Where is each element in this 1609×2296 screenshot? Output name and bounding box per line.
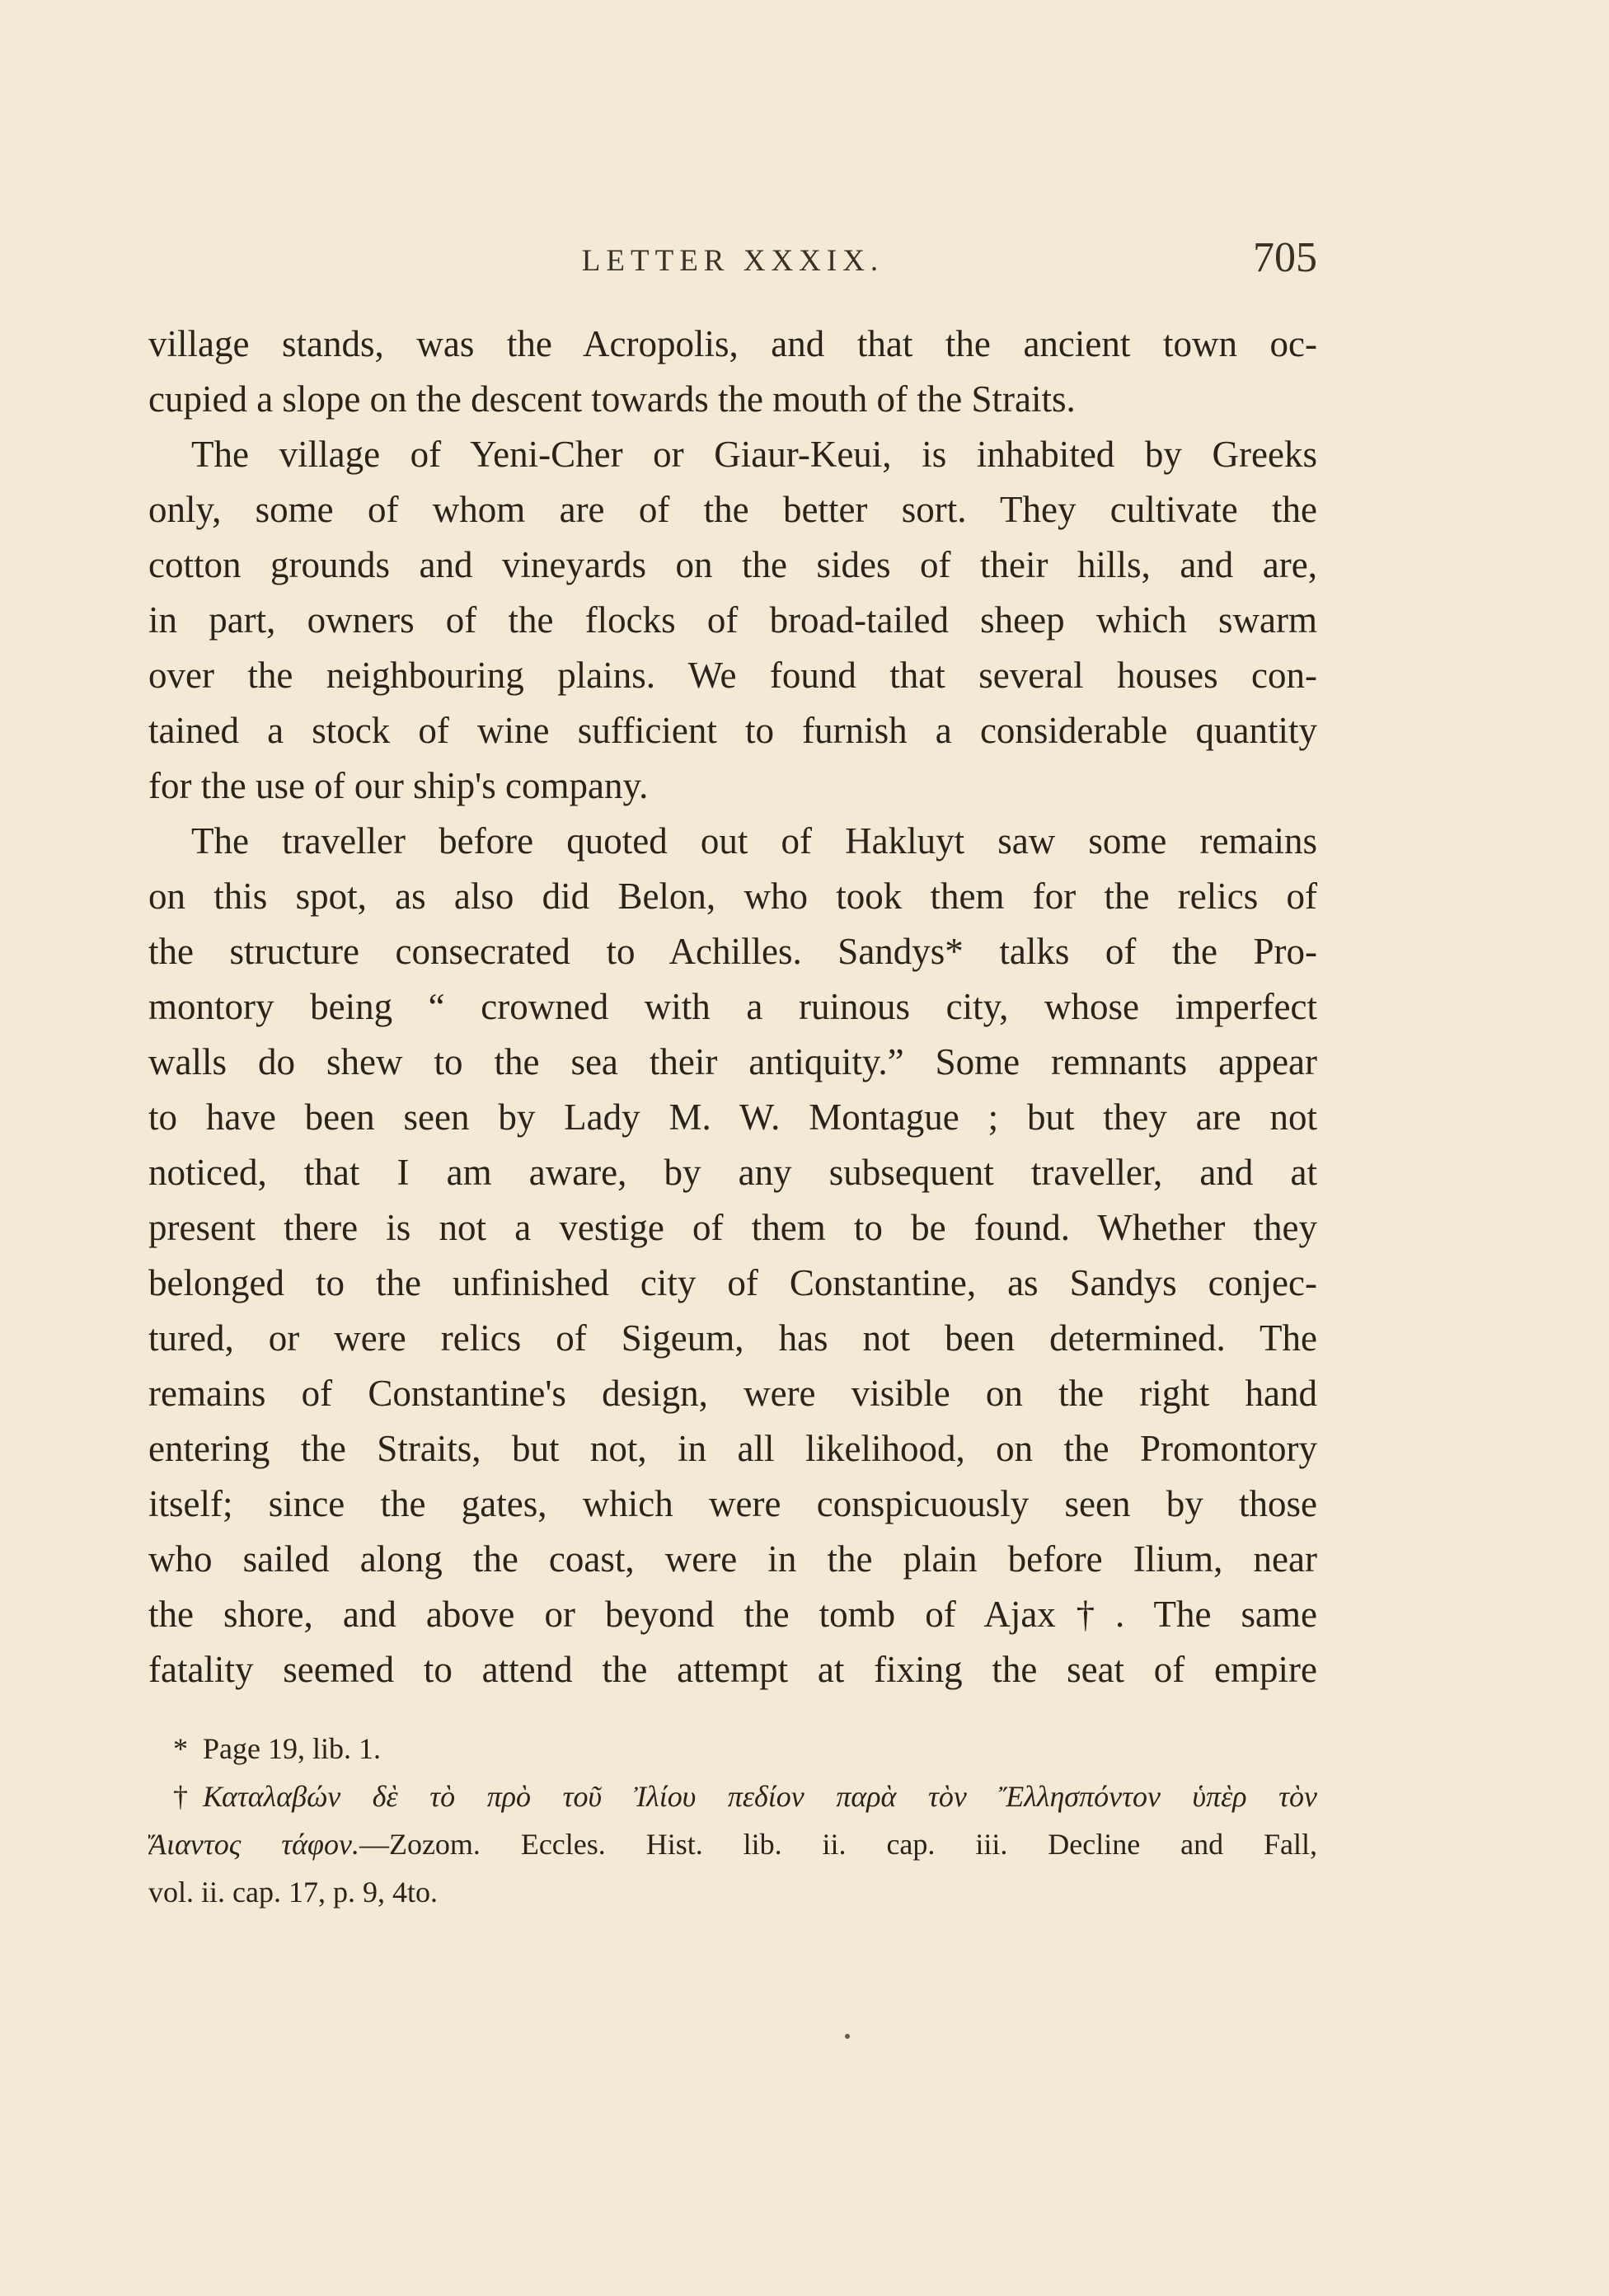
footnote-text: Page 19, lib. 1.	[203, 1732, 381, 1765]
footnote-marker: †	[173, 1780, 188, 1813]
text-line: on this spot, as also did Belon, who took them for the relics of	[148, 876, 1317, 917]
text-line: montory being “ crowned with a ruinous city, whose imperfect	[148, 986, 1317, 1027]
footnotes	[148, 1725, 1317, 1916]
footnote-marker: *	[173, 1732, 188, 1765]
text-line: present there is not a vestige of them to be found. Whether they	[148, 1207, 1317, 1248]
text-line: entering the Straits, but not, in all likelihood, on the Promontory	[148, 1428, 1317, 1469]
text-line: remains of Constantine's design, were visible on the right hand	[148, 1373, 1317, 1414]
text-line: only, some of whom are of the better sort. They cultivate the	[148, 489, 1317, 530]
footnote-2	[148, 1772, 1317, 1820]
text-line: tured, or were relics of Sigeum, has not been determined. The	[148, 1317, 1317, 1359]
text-line: itself; since the gates, which were conspicuously seen by those	[148, 1483, 1317, 1524]
text-line: fatality seemed to attend the attempt at fixing the seat of empire	[148, 1649, 1317, 1690]
text-line: for the use of our ship's company.	[148, 765, 649, 806]
text-line: the shore, and above or beyond the tomb of Ajax†. The same	[148, 1594, 1317, 1635]
text-line: over the neighbouring plains. We found that several houses con-	[148, 655, 1317, 696]
text-line: walls do shew to the sea their antiquity.” Some remnants appear	[148, 1041, 1317, 1082]
text-line: tained a stock of wine sufficient to furnish a considerable quantity	[148, 710, 1317, 751]
ink-speck	[845, 2034, 850, 2039]
text-line: The traveller before quoted out of Hakluyt saw some remains	[191, 820, 1317, 862]
text-line: cotton grounds and vineyards on the sides of their hills, and are,	[148, 544, 1317, 585]
text-line: noticed, that I am aware, by any subsequent traveller, and at	[148, 1152, 1317, 1193]
footnote-2-end: vol. ii. cap. 17, p. 9, 4to.	[148, 1876, 438, 1909]
text-line: in part, owners of the flocks of broad-tailed sheep which swarm	[148, 599, 1317, 641]
text-line: who sailed along the coast, were in the plain before Ilium, near	[148, 1538, 1317, 1580]
body-text	[148, 317, 1317, 1697]
running-head: LETTER XXXIX.	[581, 244, 884, 278]
text-line: belonged to the unfinished city of Constantine, as Sandys conjec-	[148, 1262, 1317, 1303]
text-line: The village of Yeni-Cher or Giaur-Keui, is inhabited by Greeks	[191, 434, 1317, 475]
footnote-1	[148, 1725, 1317, 1772]
text-line: to have been seen by Lady M. W. Montague ; but they are not	[148, 1096, 1317, 1138]
page-number: 705	[1253, 234, 1317, 281]
footnote-citation: —Zozom. Eccles. Hist. lib. ii. cap. iii. Decline and Fall,	[359, 1828, 1317, 1861]
text-line: village stands, was the Acropolis, and that the ancient town oc-	[148, 323, 1317, 364]
text-line: cupied a slope on the descent towards the mouth of the Straits.	[148, 378, 1076, 420]
footnote-greek: Ἄιαντος τάφον.	[148, 1828, 359, 1861]
footnote-2-continued	[148, 1820, 1317, 1868]
text-line: the structure consecrated to Achilles. Sandys* talks of the Pro-	[148, 931, 1317, 972]
page-header	[148, 233, 1317, 283]
footnote-greek: Καταλαβών δὲ τὸ πρὸ τοῦ Ἰλίου πεδίον παρὰ τὸν Ἔλλησπόντον ὑπὲρ τὸν	[203, 1780, 1317, 1813]
